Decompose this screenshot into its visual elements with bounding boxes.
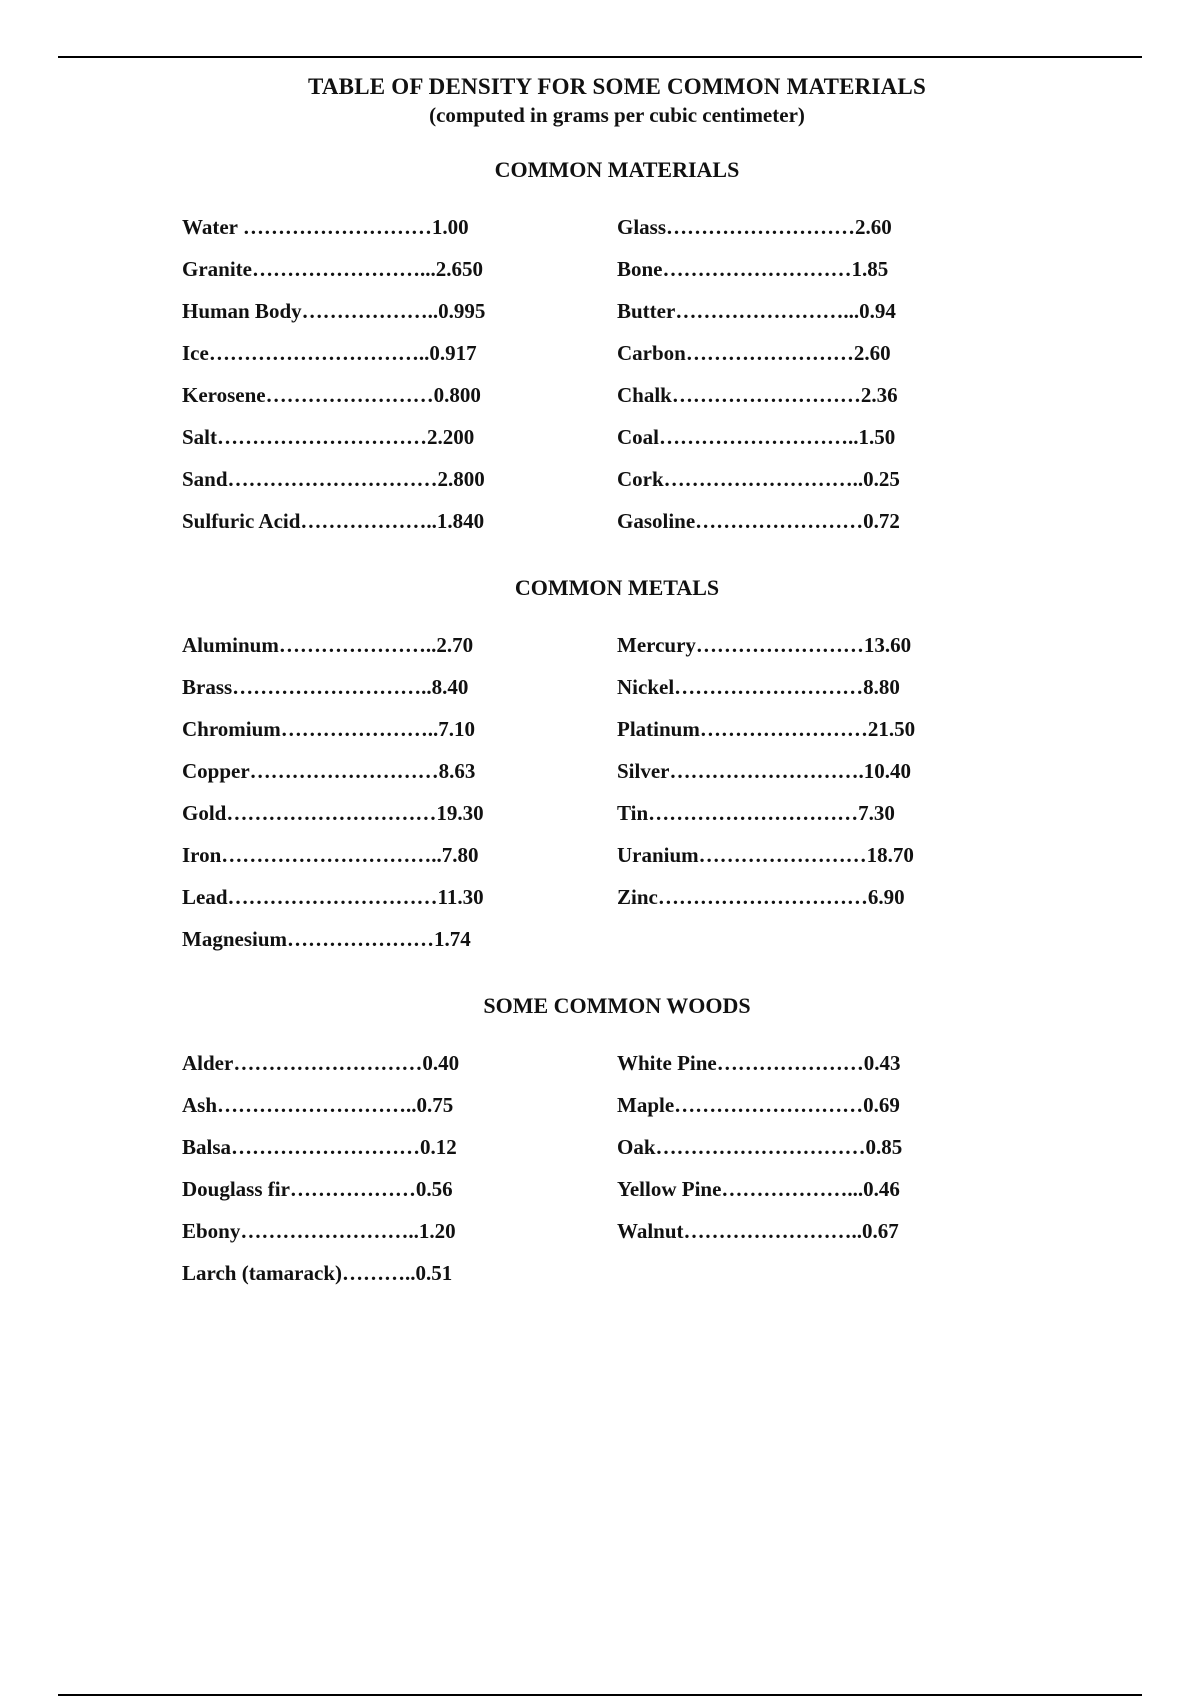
density-entry: Brass………………………..8.40 xyxy=(182,675,469,699)
density-entry: Gold…………………………19.30 xyxy=(182,801,484,825)
materials-right-column xyxy=(617,213,900,549)
density-entry: Balsa………………………0.12 xyxy=(182,1135,457,1159)
density-entry: Copper………………………8.63 xyxy=(182,759,476,783)
density-entry: Bone………………………1.85 xyxy=(617,257,889,281)
density-entry: Zinc…………………………6.90 xyxy=(617,885,905,909)
metals-right-column xyxy=(617,631,915,925)
density-entry: Silver……………………….10.40 xyxy=(617,759,911,783)
density-entry: Ash………………………..0.75 xyxy=(182,1093,454,1117)
density-entry: Alder………………………0.40 xyxy=(182,1051,460,1075)
top-rule xyxy=(58,56,1142,58)
density-entry: Sulfuric Acid………………..1.840 xyxy=(182,509,485,533)
density-entry: Douglass fir………………0.56 xyxy=(182,1177,453,1201)
density-entry: Kerosene……………………0.800 xyxy=(182,383,481,407)
density-entry: Human Body………………..0.995 xyxy=(182,299,486,323)
density-entry: Coal………………………..1.50 xyxy=(617,425,896,449)
document-header xyxy=(0,72,1200,128)
density-entry: Mercury……………………13.60 xyxy=(617,633,912,657)
density-entry: Iron…………………………..7.80 xyxy=(182,843,479,867)
density-entry: Uranium……………………18.70 xyxy=(617,843,914,867)
density-entry: Butter……………………...0.94 xyxy=(617,299,896,323)
density-entry: Oak…………………………0.85 xyxy=(617,1135,903,1159)
density-entry: Granite……………………...2.650 xyxy=(182,257,483,281)
density-entry: Tin…………………………7.30 xyxy=(617,801,895,825)
density-entry: Water ………………………1.00 xyxy=(182,215,469,239)
document-title: TABLE OF DENSITY FOR SOME COMMON MATERIALS xyxy=(308,74,926,99)
density-entry: Chalk………………………2.36 xyxy=(617,383,898,407)
density-entry: Chromium…………………..7.10 xyxy=(182,717,476,741)
density-entry: Yellow Pine………………...0.46 xyxy=(617,1177,900,1201)
woods-right-column xyxy=(617,1049,902,1259)
density-entry: Nickel………………………8.80 xyxy=(617,675,900,699)
density-entry: Sand…………………………2.800 xyxy=(182,467,485,491)
density-entry: Ice…………………………..0.917 xyxy=(182,341,477,365)
density-entry: Carbon……………………2.60 xyxy=(617,341,891,365)
section-heading-common-woods: SOME COMMON WOODS xyxy=(483,993,751,1018)
density-entry: White Pine…………………0.43 xyxy=(617,1051,901,1075)
section-heading-common-materials: COMMON MATERIALS xyxy=(494,157,740,182)
density-entry: Maple………………………0.69 xyxy=(617,1093,900,1117)
density-entry: Ebony……………………..1.20 xyxy=(182,1219,456,1243)
woods-left-column xyxy=(182,1049,459,1301)
density-entry: Gasoline……………………0.72 xyxy=(617,509,900,533)
density-entry: Larch (tamarack)………..0.51 xyxy=(182,1261,453,1285)
density-entry: Salt…………………………2.200 xyxy=(182,425,475,449)
section-heading-common-metals: COMMON METALS xyxy=(514,575,720,600)
metals-left-column xyxy=(182,631,484,967)
density-entry: Cork………………………..0.25 xyxy=(617,467,900,491)
density-entry: Glass………………………2.60 xyxy=(617,215,892,239)
density-entry: Walnut……………………..0.67 xyxy=(617,1219,899,1243)
bottom-rule xyxy=(58,1694,1142,1696)
density-entry: Lead…………………………11.30 xyxy=(182,885,484,909)
materials-left-column xyxy=(182,213,485,549)
density-entry: Magnesium…………………1.74 xyxy=(182,927,471,951)
density-entry: Aluminum…………………..2.70 xyxy=(182,633,474,657)
density-entry: Platinum……………………21.50 xyxy=(617,717,916,741)
document-subtitle: (computed in grams per cubic centimeter) xyxy=(429,103,805,127)
